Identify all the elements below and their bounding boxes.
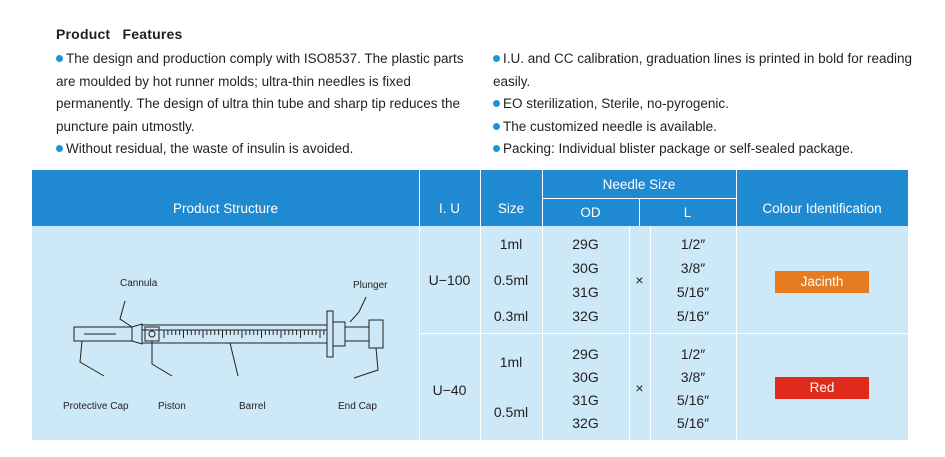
row1-size: 1ml	[499, 236, 523, 252]
feature-item: Packing: Individual blister package or self-sealed package.	[493, 138, 918, 161]
feature-item: Without residual, the waste of insulin is avoided.	[56, 138, 481, 161]
row1-size: 0.5ml	[493, 272, 529, 288]
row1-length: 5/16″	[676, 284, 710, 300]
row2-length: 5/16″	[676, 392, 710, 408]
label-end-cap: End Cap	[338, 401, 377, 412]
row1-length: 5/16″	[676, 308, 710, 324]
colour-badge-jacinth: Jacinth	[775, 271, 869, 293]
label-plunger: Plunger	[353, 280, 388, 291]
row1-od: 31G	[572, 284, 599, 300]
bullet-icon	[493, 55, 500, 62]
feature-item: The design and production comply with ISO8537. The plastic parts are moulded by hot runner molds; ultra-thin needles is fixed permanently. The design of ultra thin tube and sharp tip reduces the puncture pain utmostly.	[56, 51, 464, 134]
feature-item: EO sterilization, Sterile, no-pyrogenic.	[493, 93, 918, 116]
graduation-marks	[164, 330, 324, 338]
row2-od: 29G	[572, 346, 599, 362]
cannula-leader	[120, 301, 132, 327]
row2-od: 31G	[572, 392, 599, 408]
row2-length: 3/8″	[680, 369, 706, 385]
row1-length: 3/8″	[680, 260, 706, 276]
feature-item: I.U. and CC calibration, graduation lines is printed in bold for reading easily.	[493, 51, 912, 89]
label-piston: Piston	[158, 401, 186, 412]
label-barrel: Barrel	[239, 401, 266, 412]
header-product-structure: Product Structure	[172, 201, 279, 216]
header-colour: Colour Identification	[762, 201, 882, 216]
row1-od: 29G	[572, 236, 599, 252]
spec-table	[32, 170, 908, 440]
row2-od: 32G	[572, 415, 599, 431]
header-od: OD	[580, 205, 601, 220]
row1-size: 0.3ml	[493, 308, 529, 324]
header-needle-size: Needle Size	[602, 177, 676, 192]
features-right-column	[493, 48, 918, 161]
plunger-leader	[350, 297, 366, 322]
header-size: Size	[497, 201, 525, 216]
barrel-leader	[230, 343, 238, 376]
bullet-icon	[493, 145, 500, 152]
row2-length: 1/2″	[680, 346, 706, 362]
features-title: Product Features	[56, 26, 183, 42]
piston-shape	[145, 327, 159, 341]
header-l: L	[683, 205, 692, 220]
label-protective-cap: Protective Cap	[63, 401, 129, 412]
header-iu: I. U	[438, 201, 460, 216]
row2-size: 1ml	[499, 354, 523, 370]
piston-leader	[152, 341, 172, 376]
row2-times: ×	[635, 380, 644, 396]
end-cap-shape	[369, 320, 383, 348]
protective-cap-leader	[80, 341, 104, 376]
row1-length: 1/2″	[680, 236, 706, 252]
row2-length: 5/16″	[676, 415, 710, 431]
table-header	[32, 170, 908, 226]
colour-badge-red: Red	[775, 377, 869, 399]
bullet-icon	[56, 145, 63, 152]
feature-item: The customized needle is available.	[493, 116, 918, 139]
flange-shape	[327, 311, 333, 357]
hub-shape	[132, 324, 142, 344]
row1-times: ×	[635, 272, 644, 288]
row1-od: 30G	[572, 260, 599, 276]
bullet-icon	[493, 123, 500, 130]
features-left-column	[56, 48, 481, 161]
bullet-icon	[493, 100, 500, 107]
row2-iu: U−40	[432, 382, 467, 398]
end-cap-leader	[354, 348, 378, 378]
row1-iu: U−100	[428, 272, 471, 288]
label-cannula: Cannula	[120, 278, 158, 289]
plunger-shape	[333, 322, 345, 346]
row2-od: 30G	[572, 369, 599, 385]
bullet-icon	[56, 55, 63, 62]
row2-size: 0.5ml	[493, 404, 529, 420]
row1-od: 32G	[572, 308, 599, 324]
